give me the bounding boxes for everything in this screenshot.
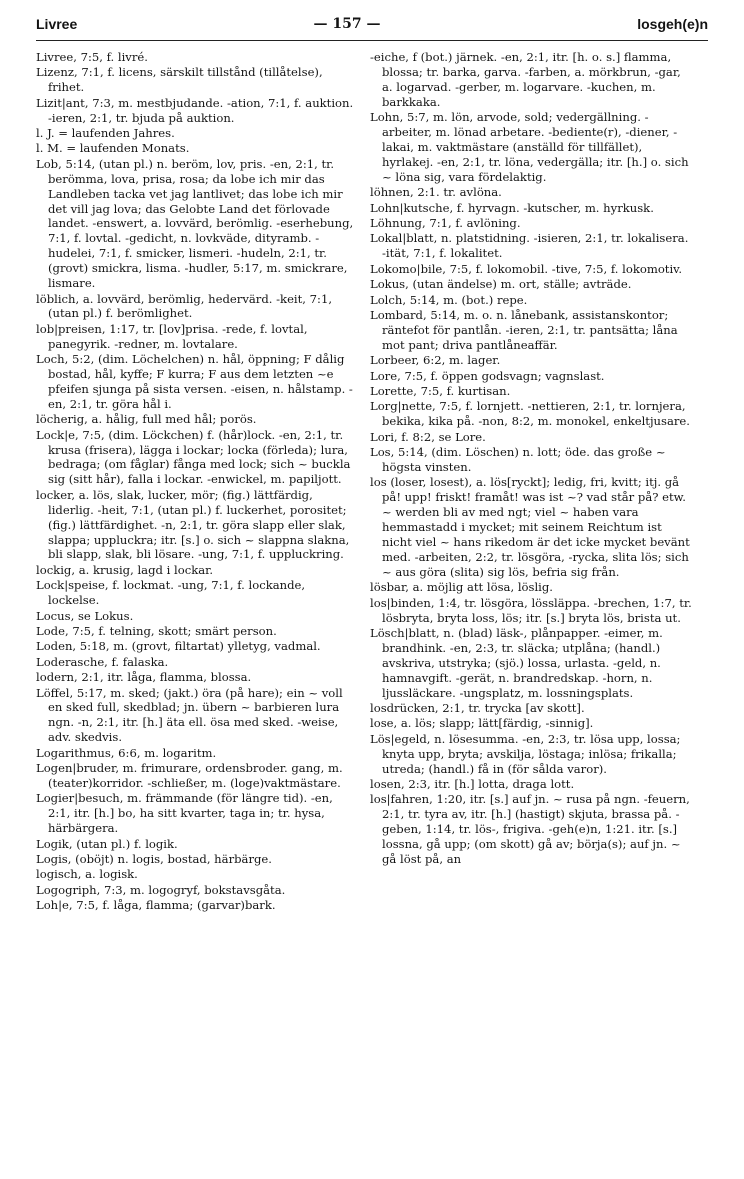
dictionary-entry: löhnen, 2:1. tr. avlöna. [370,185,502,200]
dictionary-entry: Logarithmus, 6:6, m. logaritm. [36,745,217,760]
page-header [36,16,708,42]
dictionary-entry: Loch, 5:2, (dim. Löchelchen) n. hål, öppning; F dålig bostad, hål, kyffe; F kurra; F aus dem letzten ~e pfeifen sjunga på sista versen. -eisen, n. hålstamp. -en, 2:1, tr. göra hål i. [36,352,353,411]
left-column [36,50,358,914]
dictionary-entry: l. J. = laufenden Jahres. [36,126,175,141]
dictionary-entry: Loderasche, f. falaska. [36,654,169,669]
dictionary-entry: Lock|speise, f. lockmat. -ung, 7:1, f. lockande, lockelse. [36,578,306,608]
dictionary-entry: Löhnung, 7:1, f. avlöning. [370,215,521,230]
dictionary-entry: Lorbeer, 6:2, m. lager. [370,353,501,368]
dictionary-entry: Lizenz, 7:1, f. licens, särskilt tillstånd (tillåtelse), frihet. [36,65,323,95]
dictionary-entry: Lokal|blatt, n. platstidning. -isieren, 2:1, tr. lokalisera. -ität, 7:1, f. lokalitet. [370,231,689,261]
dictionary-entry: Loden, 5:18, m. (grovt, filtartat) ylletyg, vadmal. [36,639,321,654]
dictionary-entry: Logen|bruder, m. frimurare, ordensbroder. gang, m. (teater)korridor. -schließer, m. (loge)vaktmästare. [36,761,343,790]
dictionary-entry: Logik, (utan pl.) f. logik. [36,836,178,851]
dictionary-entry: losen, 2:3, itr. [h.] lotta, draga lott. [370,777,575,791]
dictionary-entry: Lolch, 5:14, m. (bot.) repe. [370,292,528,307]
dictionary-entry: Löffel, 5:17, m. sked; (jakt.) öra (på hare); ein ~ voll en sked full, skedblad; jn. übern ~ barbieren lura ngn. -n, 2:1, itr. [h.] äta ell. ösa med sked. -weise, adv. skedvis. [36,685,343,745]
dictionary-entry: Lokus, (utan ändelse) m. ort, ställe; avträde. [370,277,632,292]
dictionary-entry: Lock|e, 7:5, (dim. Löckchen) f. (hår)lock. -en, 2:1, tr. krusa (frisera), lägga i lockar; locka (förleda); lura, bedraga; (om fåglar) fånga med lock; sich ~ buckla sig (sitt hår), falla i lockar. -enwickel, m. papiljott. [36,427,351,487]
right-guide-word: losgeh(e)n [637,16,708,32]
dictionary-entry: lodern, 2:1, itr. låga, flamma, blossa. [36,670,252,685]
dictionary-entry: lose, a. lös; slapp; lätt[färdig, -sinnig]. [370,716,594,731]
dictionary-entry: Lorette, 7:5, f. kurtisan. [370,383,511,398]
dictionary-entry: Lokomo|bile, 7:5, f. lokomobil. -tive, 7:5, f. lokomotiv. [370,261,683,276]
dictionary-entry: Lohn, 5:7, m. lön, arvode, sold; vedergällning. -arbeiter, m. lönad arbetare. -bediente(r), -diener, -lakai, m. vaktmästare (anställd för tillfället), hyrlakej. -en, 2:1, tr. löna, vedergälla; itr. [h.] o. sich ~ löna sig, vara fördelaktig. [370,110,689,184]
dictionary-entry: Lori, f. 8:2, se Lore. [370,429,486,444]
dictionary-entry: Logis, (oböjt) n. logis, bostad, härbärge. [36,852,272,867]
dictionary-entry: löcherig, a. hålig, full med hål; porös. [36,412,257,427]
dictionary-entry: Lösch|blatt, n. (blad) läsk-, plånpapper. -eimer, m. brandhink. -en, 2:3, tr. släcka; utplåna; (handl.) avskriva, utstryka; (sjö.) lossa, urlasta. -geld, n. hamnavgift. -gerät, n. brandredskap. -horn, n. ljussläckare. -ungsplatz, m. lossningsplats. [370,625,663,700]
dictionary-entry: los (loser, losest), a. lös[ryckt]; ledig, fri, kvitt; itj. gå på! upp! friskt! framåt! was ist ~? vad står på? etw. ~ werden bli av med ngt; viel ~ haben vara hemmastadd i mycket; mit seinem Reichtum ist nicht viel ~ hans rikedom är det icke mycket bevänt med. -arbeiten, 2:2, tr. lösgöra, -rycka, slita lös; sich ~ aus göra (slita) sig lös, befria sig från. [370,475,690,579]
dictionary-entry: Loh|e, 7:5, f. låga, flamma; (garvar)bark. [36,898,276,913]
dictionary-entry: l. M. = laufenden Monats. [36,141,190,156]
dictionary-entry: -eiche, f (bot.) järnek. -en, 2:1, itr. [h. o. s.] flamma, blossa; tr. barka, garva. -farben, a. mörkbrun, -gar, a. logarvad. -gerber, m. logarvare. -kuchen, m. barkkaka. [370,50,681,109]
dictionary-entry: Lorg|nette, 7:5, f. lornjett. -nettieren, 2:1, tr. lornjera, bekika, kika på. -non, 8:2, m. monokel, enkeltjusare. [370,399,690,429]
dictionary-entry: Lohn|kutsche, f. hyrvagn. -kutscher, m. hyrkusk. [370,200,654,215]
header-rule [36,40,708,41]
dictionary-entry: los|binden, 1:4, tr. lösgöra, lössläppa. -brechen, 1:7, tr. lösbryta, bryta loss, lös; itr. [s.] bryta lös, brista ut. [370,595,692,625]
dictionary-entry: Logier|besuch, m. främmande (för längre tid). -en, 2:1, itr. [h.] bo, ha sitt kvarter, taga in; tr. hysa, härbärgera. [36,791,333,836]
dictionary-entry: Los, 5:14, (dim. Löschen) n. lott; öde. das große ~ högsta vinsten. [370,445,666,474]
dictionary-entry: locker, a. lös, slak, lucker, mör; (fig.) lättfärdig, liderlig. -heit, 7:1, (utan pl.) f. luckerhet, porositet; (fig.) lättfärdighet. -n, 2:1, tr. göra slapp eller slak, slappa; uppluckra; itr. [s.] o. sich ~ slappna slakna, bli slapp, slak, bli lösare. -ung, 7:1, f. uppluckring. [36,487,350,562]
page-number: — 157 — [313,16,381,32]
dictionary-entry: losdrücken, 2:1, tr. trycka [av skott]. [370,700,585,715]
dictionary-entry: logisch, a. logisk. [36,867,138,882]
dictionary-entry: Lode, 7:5, f. telning, skott; smärt person. [36,623,277,638]
dictionary-entry: löblich, a. lovvärd, berömlig, hedervärd. -keit, 7:1, (utan pl.) f. berömlighet. [36,291,333,321]
dictionary-entry: lockig, a. krusig, lagd i lockar. [36,562,214,577]
dictionary-entry: Locus, se Lokus. [36,608,134,623]
left-guide-word: Livree [36,16,78,32]
dictionary-entry: Logogriph, 7:3, m. logogryf, bokstavsgåta. [36,882,286,897]
dictionary-entry: Lizit|ant, 7:3, m. mestbjudande. -ation, 7:1, f. auktion. -ieren, 2:1, tr. bjuda på auktion. [36,95,354,125]
dictionary-entry: los|fahren, 1:20, itr. [s.] auf jn. ~ rusa på ngn. -feuern, 2:1, tr. tyra av, itr. [h.] (hastigt) skjuta, brassa på. -geben, 1:14, tr. lös-, frigiva. -geh(e)n, 1:21. itr. [s.] lossna, gå upp; (om skott) gå av; börja(s); auf jn. ~ gå löst på, an [370,792,690,867]
dictionary-entry: Lob, 5:14, (utan pl.) n. beröm, lov, pris. -en, 2:1, tr. berömma, lova, prisa, rosa; da lobe ich mir das Landleben tacka vet jag lantlivet; das lobe ich mir det vill jag lova; das Gelobte Land det förlovade landet. -enswert, a. lovvärd, berömlig. -eserhebung, 7:1, f. lovtal. -gedicht, n. lovkväde, dityramb. -hudelei, 7:1, f. smicker, lismeri. -hudeln, 2:1, tr. (grovt) smickra, lisma. -hudler, 5:17, m. smickrare, lismare. [36,156,354,291]
right-column [370,50,692,867]
dictionary-entry: lösbar, a. möjlig att lösa, löslig. [370,580,553,595]
dictionary-entry: Livree, 7:5, f. livré. [36,50,148,64]
dictionary-entry: Lore, 7:5, f. öppen godsvagn; vagnslast. [370,368,605,383]
dictionary-entry: Lös|egeld, n. lösesumma. -en, 2:3, tr. lösa upp, lossa; knyta upp, bryta; avskilja, löstaga; inlösa; frikalla; utreda; (handl.) få in (för sålda varor). [370,731,681,776]
dictionary-entry: lob|preisen, 1:17, tr. [lov]prisa. -rede, f. lovtal, panegyrik. -redner, m. lovtalare. [36,321,308,351]
dictionary-entry: Lombard, 5:14, m. o. n. lånebank, assistanskontor; räntefot för pantlån. -ieren, 2:1, tr. pantsätta; låna mot pant; driva pantlåneaffär. [370,307,678,352]
